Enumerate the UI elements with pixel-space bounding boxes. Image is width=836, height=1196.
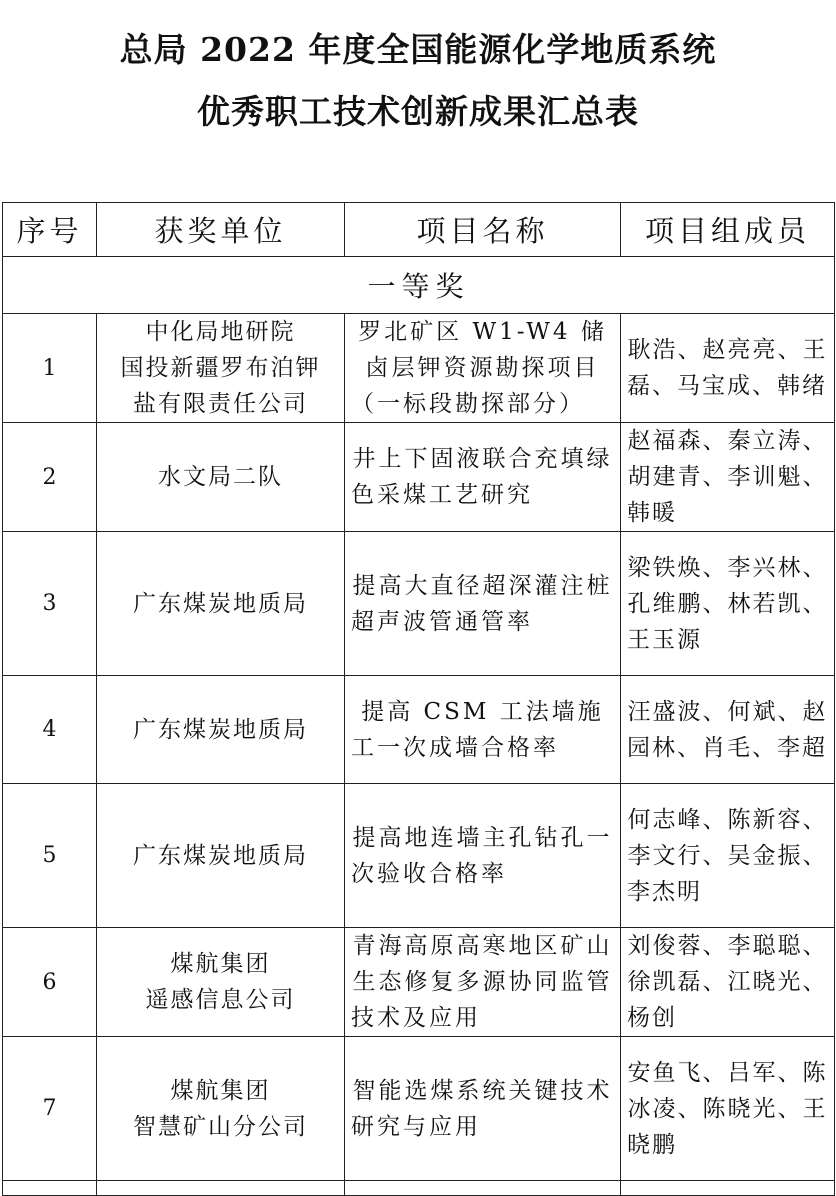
unit-line: 中化局地研院	[145, 319, 296, 345]
row-members: 安鱼飞、吕军、陈冰凌、陈晓光、王晓鹏	[621, 1037, 835, 1181]
header-row	[3, 203, 835, 257]
continuation-cell	[97, 1181, 345, 1196]
row-no: 7	[3, 1037, 97, 1181]
unit-line: 智慧矿山分公司	[133, 1113, 308, 1140]
row-project: 提高 CSM 工法墙施工一次成墙合格率	[345, 676, 621, 784]
unit-line: 煤航集团	[170, 951, 271, 977]
row-no: 5	[3, 784, 97, 928]
row-project: 罗北矿区 W1-W4 储卤层钾资源勘探项目（一标段勘探部分）	[345, 314, 621, 423]
row-members: 刘俊蓉、李聪聪、徐凯磊、江晓光、杨创	[621, 928, 835, 1037]
row-no: 1	[3, 314, 97, 423]
document-title-line1: 总局 2022 年度全国能源化学地质系统	[119, 30, 717, 69]
table-row	[3, 928, 835, 1037]
group-row	[3, 257, 835, 314]
table-row	[3, 676, 835, 784]
row-no: 4	[3, 676, 97, 784]
row-unit	[97, 784, 345, 928]
row-unit	[97, 928, 345, 1037]
row-no: 3	[3, 532, 97, 676]
table-row	[3, 532, 835, 676]
row-project: 智能选煤系统关键技术研究与应用	[345, 1037, 621, 1181]
row-members: 何志峰、陈新容、李文行、吴金振、李杰明	[621, 784, 835, 928]
row-members: 赵福森、秦立涛、胡建青、李训魁、韩暖	[621, 423, 835, 532]
awards-table	[2, 202, 835, 1196]
table-row	[3, 314, 835, 423]
row-unit	[97, 1037, 345, 1181]
row-members: 梁铁焕、李兴林、孔维鹏、林若凯、王玉源	[621, 532, 835, 676]
row-project: 青海高原高寒地区矿山生态修复多源协同监管技术及应用	[345, 928, 621, 1037]
table-row	[3, 423, 835, 532]
unit-line: 遥感信息公司	[145, 987, 296, 1013]
unit-line: 水文局二队	[158, 464, 283, 490]
header-members: 项目组成员	[621, 203, 835, 257]
table-row	[3, 784, 835, 928]
table-continuation-row	[3, 1181, 835, 1196]
row-no: 2	[3, 423, 97, 532]
unit-line: 广东煤炭地质局	[133, 842, 308, 869]
header-no: 序号	[3, 203, 97, 257]
row-unit	[97, 423, 345, 532]
row-unit	[97, 532, 345, 676]
header-project: 项目名称	[345, 203, 621, 257]
unit-line: 煤航集团	[170, 1077, 271, 1104]
table-row	[3, 1037, 835, 1181]
header-unit: 获奖单位	[97, 203, 345, 257]
row-members: 耿浩、赵亮亮、王磊、马宝成、韩绪	[621, 314, 835, 423]
row-unit	[97, 314, 345, 423]
continuation-cell	[621, 1181, 835, 1196]
row-project: 井上下固液联合充填绿色采煤工艺研究	[345, 423, 621, 532]
unit-line: 国投新疆罗布泊钾	[120, 355, 321, 381]
row-no: 6	[3, 928, 97, 1037]
continuation-cell	[345, 1181, 621, 1196]
continuation-cell	[3, 1181, 97, 1196]
group-first-prize: 一等奖	[3, 257, 835, 314]
unit-line: 盐有限责任公司	[133, 391, 308, 417]
unit-line: 广东煤炭地质局	[133, 590, 308, 617]
row-project: 提高地连墙主孔钻孔一次验收合格率	[345, 784, 621, 928]
document-title-line2: 优秀职工技术创新成果汇总表	[197, 92, 639, 131]
row-unit	[97, 676, 345, 784]
unit-line: 广东煤炭地质局	[133, 716, 308, 743]
row-project: 提高大直径超深灌注桩超声波管通管率	[345, 532, 621, 676]
row-members: 汪盛波、何斌、赵园林、肖毛、李超	[621, 676, 835, 784]
